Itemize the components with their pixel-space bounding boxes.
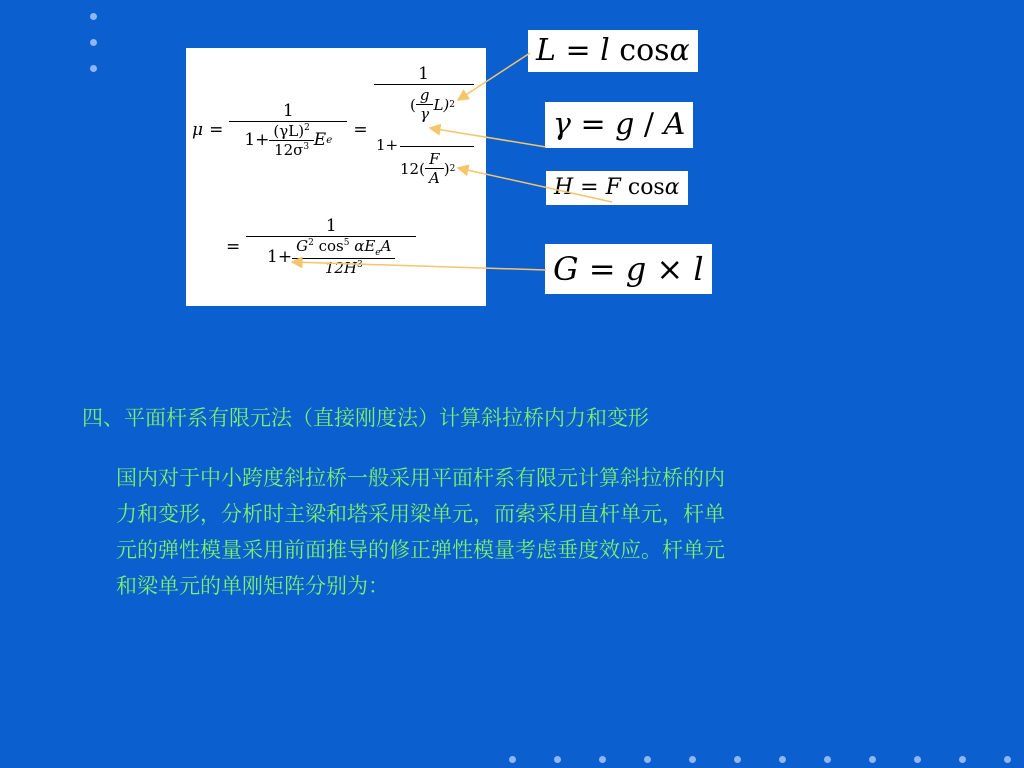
twelve-sigma: 12σ (274, 140, 304, 159)
exponent: 5 (343, 238, 350, 248)
equals-sign: = (226, 236, 241, 257)
F-symbol: F (605, 175, 621, 200)
arrow-gamma (430, 128, 546, 147)
cos-text: cos (620, 175, 665, 200)
mu-symbol: μ (192, 119, 204, 140)
twelve-H: 12H (324, 259, 357, 277)
equals-sign: = (209, 119, 224, 140)
cos-text: cos (313, 237, 344, 255)
equals-sign: = (578, 250, 626, 288)
one-plus: 1+ (267, 247, 293, 267)
one-plus: 1+ (244, 130, 270, 150)
numerator: 1 (282, 100, 294, 121)
arrow-H (458, 168, 612, 202)
g-symbol: g (419, 86, 430, 104)
subscript-e: e (326, 134, 333, 146)
equals-sign: = (573, 175, 606, 200)
numerator: 1 (418, 64, 429, 84)
l-symbol: l (600, 33, 610, 68)
alpha-E: αE (349, 237, 376, 255)
A-symbol: A (380, 237, 392, 255)
exponent: 3 (356, 260, 363, 270)
arrow-G (292, 262, 546, 270)
L-symbol: L (536, 33, 556, 68)
cos-text: cos (609, 33, 670, 68)
g-symbol: g (625, 250, 647, 288)
equals-sign: = (570, 107, 616, 142)
G-symbol: G (553, 250, 579, 288)
G-symbol: G (296, 237, 309, 255)
subscript-e: e (375, 248, 381, 258)
times-sign: × (646, 250, 694, 288)
paragraph-line: 元的弹性模量采用前面推导的修正弹性模量考虑垂度效应。杆单元 (116, 538, 725, 562)
exponent: 2 (449, 99, 456, 110)
alpha-symbol: α (664, 175, 680, 200)
gamma-symbol: γ (553, 107, 571, 142)
L-close: L) (433, 95, 450, 114)
equals-sign: = (353, 119, 368, 140)
H-symbol: H (554, 175, 574, 200)
exponent: 2 (304, 122, 310, 133)
arrow-L (458, 53, 530, 100)
paragraph-line: 国内对于中小跨度斜拉桥一般采用平面杆系有限元计算斜拉桥的内 (116, 466, 725, 490)
equals-sign: = (555, 33, 601, 68)
gamma-symbol: γ (420, 105, 430, 123)
paragraph-line: 力和变形，分析时主梁和塔采用梁单元，而索采用直杆单元，杆单 (116, 502, 725, 526)
exponent: 3 (303, 141, 310, 152)
g-symbol: g (615, 107, 635, 142)
A-symbol: A (663, 107, 686, 142)
F-symbol: F (429, 150, 440, 168)
body-paragraph (116, 460, 942, 604)
exponent: 2 (308, 238, 314, 248)
A-symbol: A (428, 169, 440, 187)
twelve-paren: 12( (400, 159, 425, 178)
paragraph-line: 和梁单元的单刚矩阵分别为： (116, 574, 389, 598)
one-plus: 1+ (376, 136, 399, 154)
divide-sign: / (634, 107, 664, 142)
section-heading: 四、平面杆系有限元法（直接刚度法）计算斜拉桥内力和变形 (82, 406, 649, 430)
numerator: 1 (325, 216, 337, 236)
alpha-symbol: α (669, 33, 690, 68)
close-paren: ) (443, 159, 450, 178)
l-symbol: l (693, 250, 704, 288)
E-symbol: E (313, 130, 327, 150)
open-paren: ( (410, 95, 416, 114)
exponent: 2 (449, 163, 456, 174)
gamma-L: (γL) (273, 121, 305, 140)
